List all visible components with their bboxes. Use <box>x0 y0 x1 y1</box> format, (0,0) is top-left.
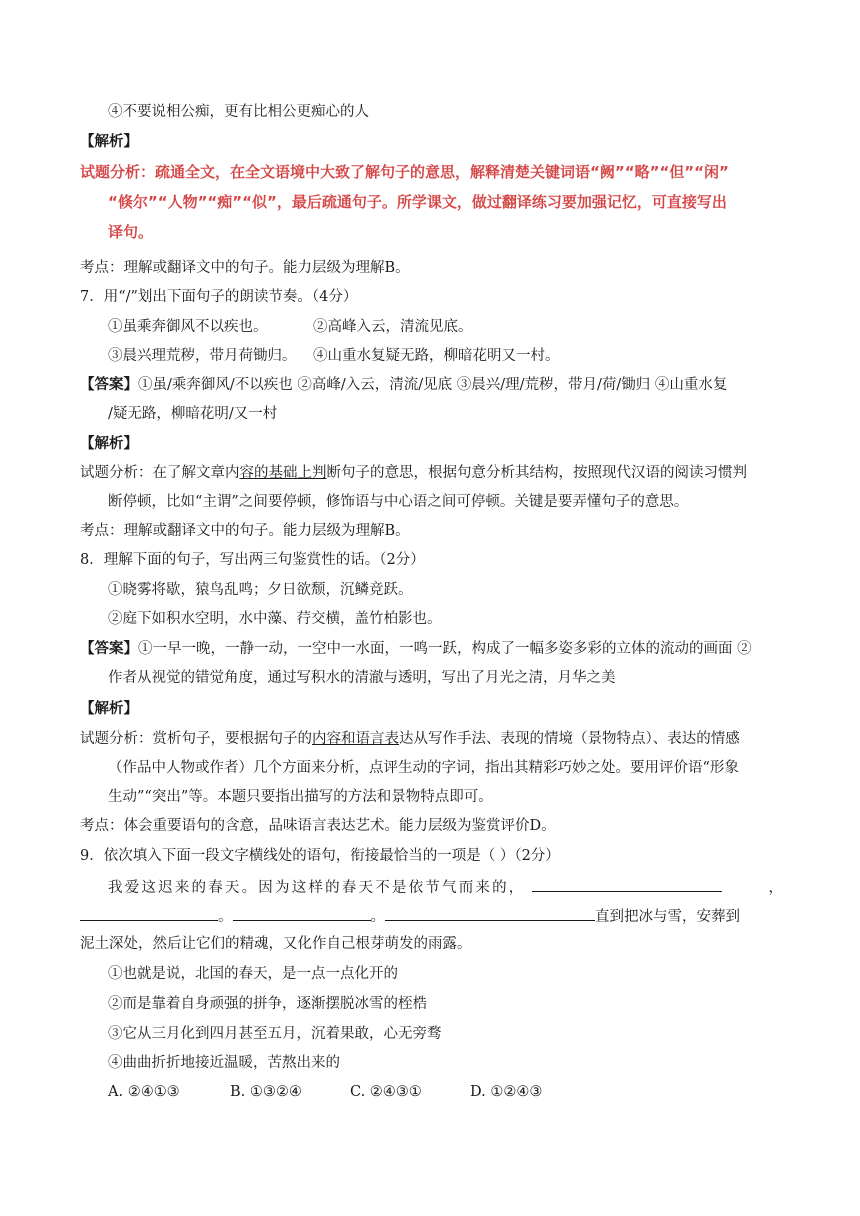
q9-option-4: ④曲曲折折地接近温暖，苦熬出来的 <box>108 1055 340 1071</box>
q9-period-2: 。 <box>370 909 385 925</box>
q8-analysis-line-3: 生动”“突出”等。本题只要指出描写的方法和景物特点即可。 <box>108 789 493 805</box>
q6-analysis-red-line-2: “倏尔”“人物”“痴”“似”，最后疏通句子。所学课文，做过翻译练习要加强记忆，可直接写出 <box>108 193 727 211</box>
q8-analysis-line-2: （作品中人物或作者）几个方面来分析，点评生动的字词，指出其精彩巧妙之处。要用评价语“形象 <box>108 760 739 776</box>
q7-answer-text-1: ①虽/乘奔御风/不以疾也 ②高峰/入云，清流/见底 ③晨兴/理/荒秽，带月/荷/锄归 ④山重水复 <box>138 377 728 393</box>
q6-analysis-label: 【解析】 <box>80 133 138 150</box>
q6-analysis-red-line-1: 试题分析：疏通全文，在全文语境中大致了解句子的意思，解释清楚关键词语“阙”“略”“但”“闲” <box>80 163 729 181</box>
q9-passage-text-1: 我爱这迟来的春天。因为这样的春天不是依节气而来的， <box>108 880 526 896</box>
q9-blank-1[interactable] <box>532 876 722 892</box>
q8-analysis-line-1 <box>80 729 740 749</box>
q8-answer-label: 【答案】 <box>80 640 138 657</box>
q7-answer-line-1 <box>80 375 727 395</box>
q7-analysis-line-1 <box>80 463 747 483</box>
q8-answer-line-1 <box>80 639 752 659</box>
q9-passage-line-3: 泥土深处，然后让它们的精魂，又化作自己根芽萌发的雨露。 <box>80 936 472 952</box>
q6-option-4: ④不要说相公痴，更有比相公更痴心的人 <box>108 104 369 120</box>
q9-passage-line-2 <box>80 905 740 927</box>
q7-analysis-text-b: 断句子的意思，根据句意分析其结构，按照现代汉语的阅读习惯判 <box>326 465 747 481</box>
q8-answer-line-2: 作者从视觉的错觉角度，通过写积水的清澈与透明，写出了月光之清，月华之美 <box>108 670 616 686</box>
q8-answer-text-1: ①一早一晚，一静一动，一空中一水面，一鸣一跃，构成了一幅多姿多彩的立体的流动的画面 ② <box>138 641 752 657</box>
q7-analysis-underlined: 容的基础上判 <box>239 465 327 481</box>
q9-choice-a: A. ②④①③ <box>108 1084 180 1100</box>
q9-passage-end: 直到把冰与雪，安葬到 <box>595 909 740 925</box>
q9-choice-b: B. ①③②④ <box>230 1084 302 1100</box>
q7-kaodian: 考点：理解或翻译文中的句子。能力层级为理解B。 <box>80 523 410 539</box>
q7-sentence-3: ③晨兴理荒秽，带月荷锄归。 <box>108 348 297 364</box>
q8-kaodian: 考点：体会重要语句的含意，品味语言表达艺术。能力层级为鉴赏评价D。 <box>80 818 556 834</box>
q6-kaodian: 考点：理解或翻译文中的句子。能力层级为理解B。 <box>80 260 410 276</box>
q8-sentence-1: ①晓雾将歇，猿鸟乱鸣；夕日欲颓，沉鳞竞跃。 <box>108 582 413 598</box>
q8-analysis-underlined: 内容和语言表 <box>312 731 399 747</box>
q7-analysis-label: 【解析】 <box>80 435 138 452</box>
q9-option-2: ②而是靠着自身顽强的拼争，逐渐摆脱冰雪的桎梏 <box>108 996 427 1012</box>
q7-analysis-line-2: 断停顿，比如“主谓”之间要停顿，修饰语与中心语之间可停顿。关键是要弄懂句子的意思。 <box>108 494 689 510</box>
q7-stem: 7．用“/”划出下面句子的朗读节奏。（4分） <box>80 289 358 305</box>
q7-sentence-1: ①虽乘奔御风不以疾也。 <box>108 319 268 335</box>
q9-blank-3[interactable] <box>233 905 371 921</box>
q9-blank-4[interactable] <box>385 905 595 921</box>
q6-analysis-red-line-3: 译句。 <box>108 223 154 241</box>
q9-blank-2[interactable] <box>80 905 218 921</box>
q9-choice-c: C. ②④③① <box>350 1084 422 1100</box>
q7-sentence-4: ④山重水复疑无路，柳暗花明又一村。 <box>313 348 560 364</box>
q8-analysis-label: 【解析】 <box>80 700 138 717</box>
q8-stem: 8．理解下面的句子，写出两三句鉴赏性的话。（2分） <box>80 552 425 568</box>
q8-sentence-2: ②庭下如积水空明，水中藻、荇交横，盖竹柏影也。 <box>108 611 442 627</box>
q8-analysis-text-a: 试题分析：赏析句子，要根据句子的 <box>80 731 312 747</box>
q7-analysis-text-a: 试题分析：在了解文章内 <box>80 465 240 481</box>
q9-option-3: ③它从三月化到四月甚至五月，沉着果敢，心无旁骛 <box>108 1026 442 1042</box>
q9-choice-d: D. ①②④③ <box>470 1084 543 1100</box>
q8-analysis-text-b: 达从写作手法、表现的情境（景物特点）、表达的情感 <box>399 731 740 747</box>
q9-stem: 9．依次填入下面一段文字横线处的语句，衔接最恰当的一项是（ ）（2分） <box>80 848 560 864</box>
q9-passage-line-1 <box>108 876 783 898</box>
q7-answer-line-2: /疑无路，柳暗花明/又一村 <box>108 406 278 422</box>
q7-answer-label: 【答案】 <box>80 376 138 393</box>
q9-comma: ， <box>768 880 783 896</box>
q9-option-1: ①也就是说，北国的春天，是一点一点化开的 <box>108 966 398 982</box>
q9-period-1: 。 <box>218 909 233 925</box>
q7-sentence-2: ②高峰入云，清流见底。 <box>313 319 473 335</box>
